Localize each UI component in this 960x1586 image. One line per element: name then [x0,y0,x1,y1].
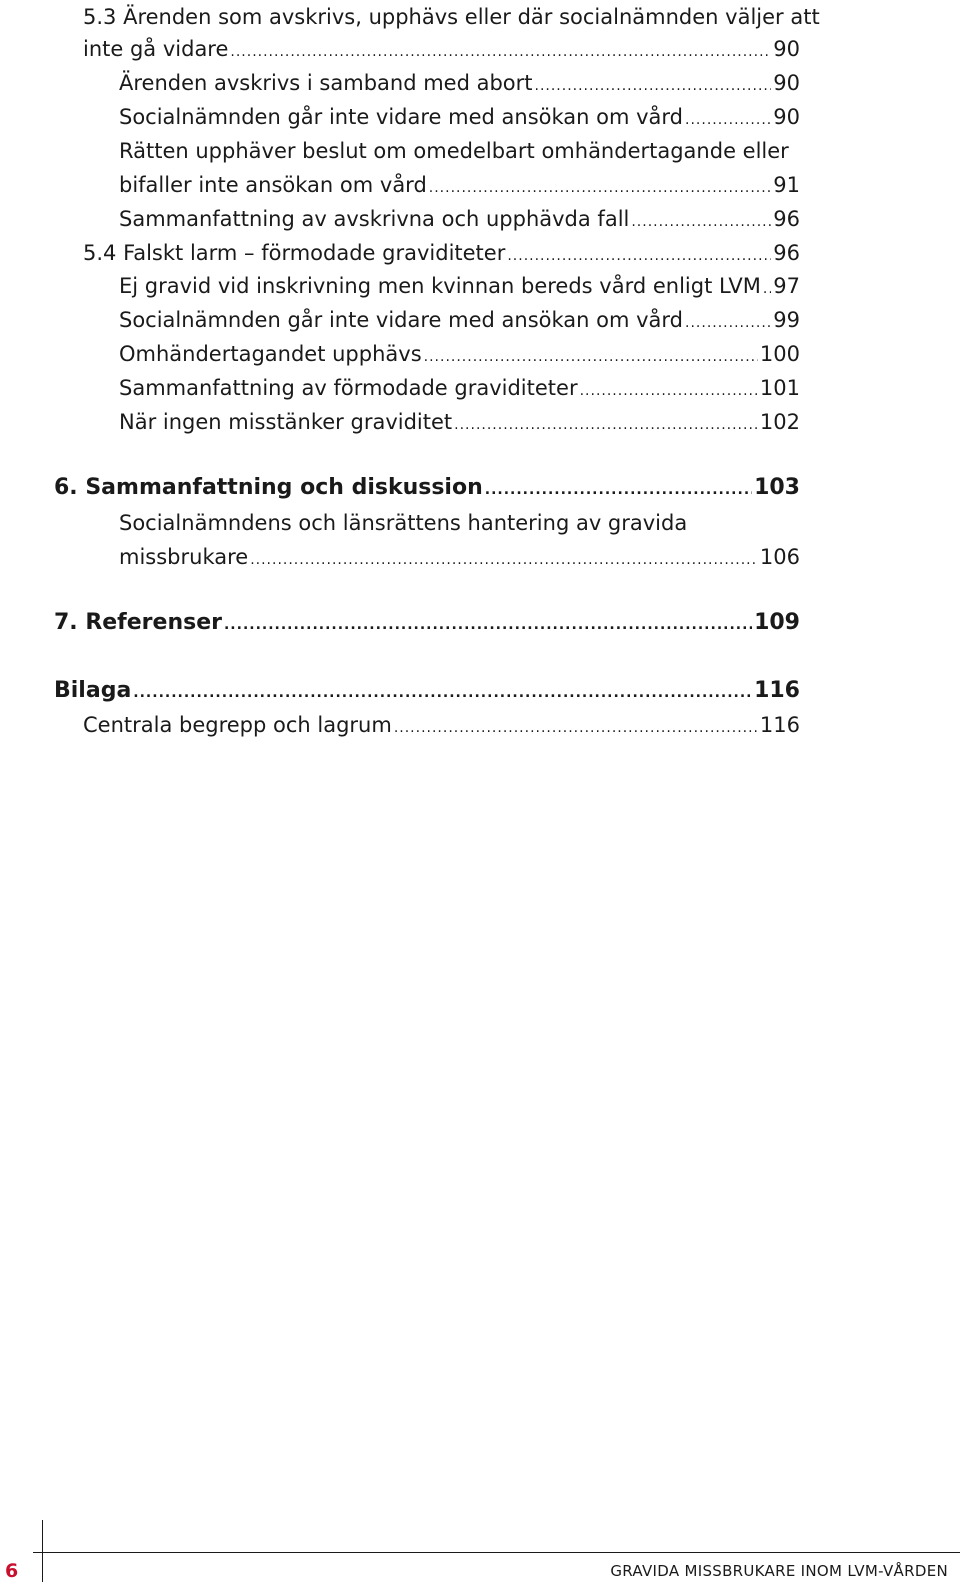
leader-dots [394,715,758,741]
toc-entry-text: Sammanfattning av förmodade graviditeter [119,376,578,400]
leader-dots [507,243,771,269]
leader-dots [224,612,752,638]
toc-page-number: 116 [754,678,800,703]
leader-dots [429,175,771,201]
footer-running-title: GRAVIDA MISSBRUKARE INOM LVM-VÅRDEN [610,1562,948,1580]
toc-page-number: 96 [773,241,800,265]
toc-entry[interactable] [119,375,800,404]
toc-entry[interactable] [83,36,800,65]
toc-entry[interactable] [83,712,800,741]
toc-chapter[interactable] [54,678,800,706]
leader-dots [631,209,771,235]
toc-entry[interactable] [119,409,800,438]
toc-entry-text: Omhändertagandet upphävs [119,342,422,366]
leader-dots [535,73,772,99]
footer-rule [33,1552,960,1553]
toc-page-number: 97 [773,274,800,298]
leader-dots [454,412,758,438]
toc-entry-text: Sammanfattning av avskrivna och upphävda fall [119,207,630,231]
leader-dots [250,547,758,573]
toc-entry-text: Centrala begrepp och lagrum [83,713,392,737]
toc-page-number: 96 [773,207,800,231]
toc-chapter[interactable] [54,475,800,503]
leader-dots [763,276,771,302]
toc-entry-text: Ärenden avskrivs i samband med abort [119,71,533,95]
toc-entry-text: Socialnämndens och länsrättens hantering av gravida [119,511,688,535]
leader-dots [485,477,752,503]
leader-dots [580,378,758,404]
toc-entry[interactable] [119,273,800,302]
footer-page-number: 6 [5,1560,19,1582]
toc-entry-text: 5.3 Ärenden som avskrivs, upphävs eller där socialnämnden väljer att [83,5,820,29]
toc-page-number: 106 [759,545,800,569]
toc-entry-text: När ingen misstänker graviditet [119,410,453,434]
toc-entry-text: Rätten upphäver beslut om omedelbart omhändertagande eller [119,139,789,163]
toc-entry[interactable] [119,307,800,336]
toc-entry[interactable] [119,138,800,164]
toc-chapter-text: Bilaga [54,678,132,703]
toc-page-number: 90 [773,71,800,95]
toc-page-number: 103 [754,475,800,500]
toc-page-number: 109 [754,610,800,635]
toc-entry-text: missbrukare [119,545,249,569]
toc-page-number: 116 [759,713,800,737]
toc-entry[interactable] [119,104,800,133]
toc-page-number: 90 [773,37,800,61]
leader-dots [424,344,758,370]
leader-dots [230,39,771,65]
toc-page-number: 91 [773,173,800,197]
toc-entry-text: Ej gravid vid inskrivning men kvinnan bereds vård enligt LVM [119,274,761,298]
toc-entry[interactable] [83,4,820,30]
leader-dots [685,107,771,133]
toc-chapter[interactable] [54,610,800,638]
footer-tick [42,1520,43,1582]
toc-entry-text: 5.4 Falskt larm – förmodade graviditeter [83,241,506,265]
toc-chapter-text: 7. Referenser [54,610,222,635]
toc-page-number: 90 [773,105,800,129]
toc-page-number: 101 [759,376,800,400]
toc-page-number: 99 [773,308,800,332]
toc-entry-text: Socialnämnden går inte vidare med ansökan om vård [119,105,684,129]
toc-entry[interactable] [119,544,800,573]
toc-page-number: 102 [759,410,800,434]
toc-entry[interactable] [119,341,800,370]
toc-chapter-text: 6. Sammanfattning och diskussion [54,475,483,500]
toc-entry-text: bifaller inte ansökan om vård [119,173,427,197]
toc-entry-text: inte gå vidare [83,37,229,61]
toc-entry[interactable] [119,172,800,201]
toc-entry[interactable] [83,240,800,269]
toc-entry[interactable] [119,70,800,99]
leader-dots [685,310,771,336]
toc-entry-text: Socialnämnden går inte vidare med ansökan om vård [119,308,684,332]
toc-entry[interactable] [119,206,800,235]
toc-entry[interactable] [119,510,800,536]
leader-dots [133,680,752,706]
toc-page-number: 100 [759,342,800,366]
